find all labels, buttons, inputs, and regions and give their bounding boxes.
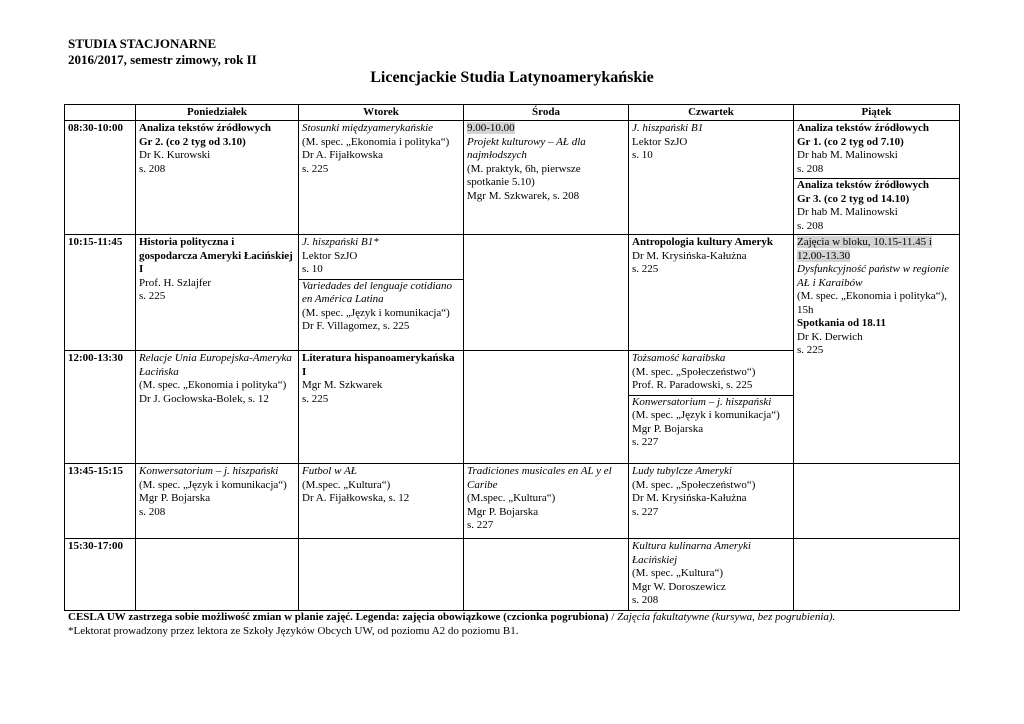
class-title: Variedades del lenguaje cotidiano en América Latina [302,279,452,305]
table-row [65,235,960,351]
class-start: Spotkania od 18.11 [797,317,886,329]
class-room: s. 227 [632,436,659,448]
class-wed-4 [464,464,629,539]
class-fri-1 [794,121,960,235]
class-title: Konwersatorium – j. hiszpański [632,395,772,408]
day-header-tuesday: Wtorek [299,105,464,121]
time-slot-4: 13:45-15:15 [65,464,136,539]
table-row [65,464,960,539]
academic-year-heading: 2016/2017, semestr zimowy, rok II [68,52,257,67]
class-thu-3 [629,351,794,464]
time-slot-2: 10:15-11:45 [65,235,136,351]
class-room: s. 208 [797,162,824,175]
class-teacher: Lektor SzJO [302,249,358,262]
class-spec: (M. spec. „Społeczeństwo“) [632,478,756,491]
day-header-wednesday: Środa [464,105,629,121]
class-title: Relacje Unia Europejska-Ameryka Łacińska [139,352,292,378]
class-thu-2 [629,235,794,351]
class-teacher: Mgr P. Bojarska [139,492,211,504]
class-tue-5 [299,539,464,611]
class-spec: (M. spec. „Kultura“) [632,567,724,579]
class-teacher: Mgr M. Szkwarek, s. 208 [467,189,580,202]
time-slot-3: 12:00-13:30 [65,351,136,464]
class-teacher: Dr K. Derwich [797,330,863,343]
class-room: s. 208 [139,505,166,518]
class-teacher: Dr hab M. Malinowski [797,206,898,218]
class-teacher: Prof. R. Paradowski, s. 225 [632,379,753,391]
class-title: Ludy tubylcze Ameryki [632,465,732,477]
day-header-monday: Poniedziałek [136,105,299,121]
class-title: Analiza tekstów źródłowych [797,179,929,191]
class-group: Gr 3. (co 2 tyg od 14.10) [797,192,910,205]
class-teacher: Dr M. Krysińska-Kałużna [632,249,747,262]
highlighted-time: Zajęcia w bloku, 10.15-11.45 i 12.00-13.30 [797,236,932,262]
class-tue-2-variedades [299,279,463,334]
class-teacher: Dr F. Villagomez, s. 225 [302,320,410,332]
class-group: Gr 1. (co 2 tyg od 7.10) [797,135,904,148]
legend-bold-text: CESLA UW zastrzega sobie możliwość zmian w planie zajęć. Legenda: zajęcia obowiązkowe (czcionka pogrubiona) [68,611,609,623]
class-spec: (M. spec. „Język i komunikacja“) [302,306,450,319]
day-header-friday: Piątek [794,105,960,121]
class-teacher: Mgr P. Bojarska [467,505,539,518]
class-teacher: Mgr M. Szkwarek [302,379,383,391]
page-title: Licencjackie Studia Latynoamerykańskie [370,69,654,86]
class-tue-4 [299,464,464,539]
class-teacher: Mgr W. Doroszewicz [632,580,726,593]
class-spec: (M.spec. „Kultura“) [467,492,556,504]
class-room: s. 208 [797,219,824,232]
class-mon-5 [136,539,299,611]
class-mon-3 [136,351,299,464]
class-teacher: Dr K. Kurowski [139,149,211,161]
legend-footer [68,611,958,638]
class-title: Analiza tekstów źródłowych [139,122,271,134]
class-room: s. 225 [139,290,166,302]
class-title: Projekt kulturowy – AŁ dla najmłodszych [467,135,586,161]
class-mon-4 [136,464,299,539]
class-teacher: Prof. H. Szlajfer [139,276,212,289]
class-teacher: Dr A. Fijałkowska, s. 12 [302,492,410,504]
schedule-table [64,104,960,611]
class-tue-2 [299,235,464,351]
legend-italic-text: Zajęcia fakultatywne (kursywa, bez pogrubienia). [617,611,836,623]
class-title: J. hiszpański B1 [632,122,704,134]
class-title: Dysfunkcyjność państw w regionie AŁ i Karaibów [797,263,950,289]
class-teacher: Dr M. Krysińska-Kałużna [632,492,747,504]
class-title: Futbol w AŁ [302,465,357,477]
class-wed-3 [464,351,629,464]
class-thu-3-konwersatorium [629,395,793,450]
class-title: J. hiszpański B1* [302,236,379,248]
class-tue-3 [299,351,464,464]
class-room: s. 225 [632,263,659,275]
class-teacher: Lektor SzJO [632,135,688,148]
class-fri-2 [794,235,960,464]
class-thu-4 [629,464,794,539]
class-spec: (M. spec. „Ekonomia i polityka“), 15h [797,290,947,316]
class-room: s. 208 [632,594,659,606]
time-slot-5: 15:30-17:00 [65,539,136,611]
class-room: s. 225 [302,392,329,405]
class-teacher: Dr J. Gocłowska-Bolek, s. 12 [139,392,269,405]
table-row [65,121,960,235]
class-wed-1 [464,121,629,235]
class-teacher: Mgr P. Bojarska [632,422,704,435]
header-row [65,105,960,121]
class-spec: (M. spec. „Ekonomia i polityka“) [139,379,287,391]
class-room: s. 225 [302,162,329,175]
class-title: Kultura kulinarna Ameryki Łacińskiej [632,540,751,566]
class-spec: (M. spec. „Ekonomia i polityka“) [302,135,450,148]
day-header-thursday: Czwartek [629,105,794,121]
class-title: Konwersatorium – j. hiszpański [139,465,279,477]
lektorat-note: *Lektorat prowadzony przez lektora ze Szkoły Języków Obcych UW, od poziomu A2 do poziomu B1. [68,624,519,637]
class-teacher: Dr hab M. Malinowski [797,149,898,161]
class-room: s. 225 [797,344,824,356]
class-mon-2 [136,235,299,351]
class-spec: (M. spec. „Język i komunikacja“) [139,478,287,491]
class-room: s. 10 [632,149,653,161]
class-title: Tradiciones musicales en AL y el Caribe [467,465,612,491]
class-thu-1 [629,121,794,235]
class-fri-5 [794,539,960,611]
class-spec: (M. spec. „Społeczeństwo“) [632,365,756,378]
class-fri-1-group3 [794,178,959,233]
class-title: Antropologia kultury Ameryk [632,236,773,248]
highlighted-time: 9.00-10.00 [467,122,515,134]
class-title: Tożsamość karaibska [632,352,726,364]
class-title: Literatura hispanoamerykańska I [302,352,455,378]
class-room: s. 227 [467,519,494,531]
class-group: Gr 2. (co 2 tyg od 3.10) [139,135,246,148]
class-title: Analiza tekstów źródłowych [797,122,929,134]
class-room: s. 227 [632,505,659,518]
legend-separator: / [608,611,618,623]
class-thu-5 [629,539,794,611]
class-title: Historia polityczna i gospodarcza Ameryki Łacińskiej I [139,236,293,275]
time-slot-1: 08:30-10:00 [65,121,136,235]
class-fri-4 [794,464,960,539]
class-tue-1 [299,121,464,235]
class-room: s. 208 [139,162,166,175]
class-spec: (M. praktyk, 6h, pierwsze spotkanie 5.10) [467,162,581,188]
class-mon-1 [136,121,299,235]
class-room: s. 10 [302,263,323,275]
class-title: Stosunki międzyamerykańskie [302,122,434,134]
class-wed-5 [464,539,629,611]
corner-cell [65,105,136,121]
class-spec: (M.spec. „Kultura“) [302,478,391,491]
class-spec: (M. spec. „Język i komunikacja“) [632,409,780,421]
table-row [65,539,960,611]
class-teacher: Dr A. Fijałkowska [302,149,383,161]
class-wed-2 [464,235,629,351]
study-mode-heading: STUDIA STACJONARNE [68,36,217,51]
